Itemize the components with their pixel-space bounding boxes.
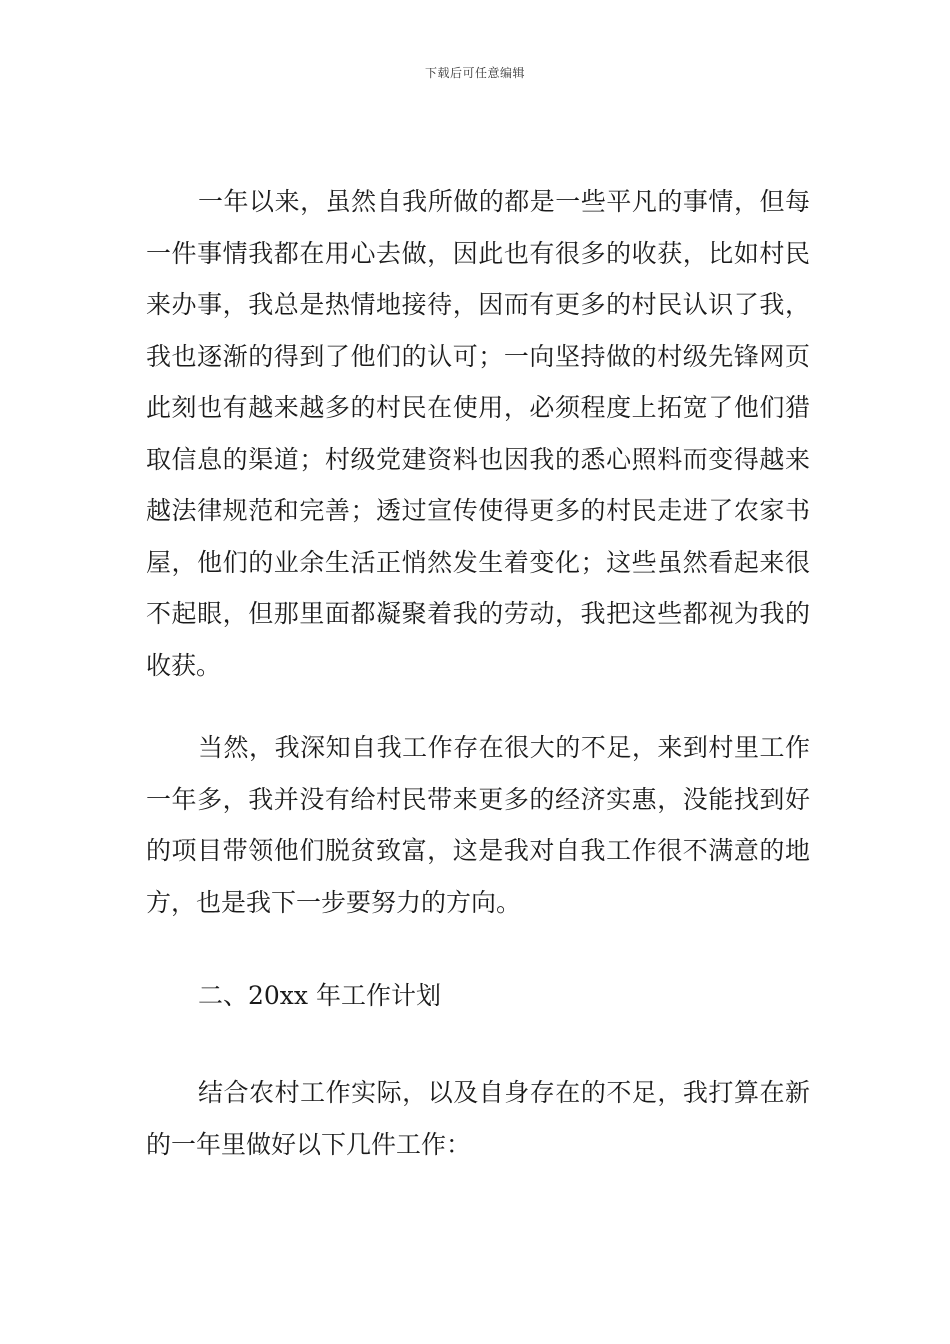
section-heading-text: 二、20xx 年工作计划 bbox=[198, 981, 441, 1010]
paragraph-text: 结合农村工作实际，以及自身存在的不足，我打算在新的一年里做好以下几件工作： bbox=[146, 1078, 810, 1159]
header-note: 下载后可任意编辑 bbox=[424, 66, 525, 80]
paragraph-plan-intro bbox=[146, 1067, 810, 1170]
paragraph-text: 一年以来，虽然自我所做的都是一些平凡的事情，但每一件事情我都在用心去做，因此也有很多的收获，比如村民来办事，我总是热情地接待，因而有更多的村民认识了我，我也逐渐的得到了他们的认可；一向坚持做的村级先锋网页此刻也有越来越多的村民在使用，必须程度上拓宽了他们猎取信息的渠道；村级党建资料也因我的悉心照料而变得越来越法律规范和完善；透过宣传使得更多的村民走进了农家书屋，他们的业余生活正悄然发生着变化；这些虽然看起来很不起眼，但那里面都凝聚着我的劳动，我把这些都视为我的收获。 bbox=[146, 187, 810, 680]
paragraph-text: 当然，我深知自我工作存在很大的不足，来到村里工作一年多，我并没有给村民带来更多的经济实惠，没能找到好的项目带领他们脱贫致富，这是我对自我工作很不满意的地方，也是我下一步要努力的方向。 bbox=[146, 733, 810, 917]
paragraph-shortcomings bbox=[146, 722, 810, 928]
paragraph-achievements bbox=[146, 176, 810, 691]
section-heading bbox=[146, 970, 810, 1022]
